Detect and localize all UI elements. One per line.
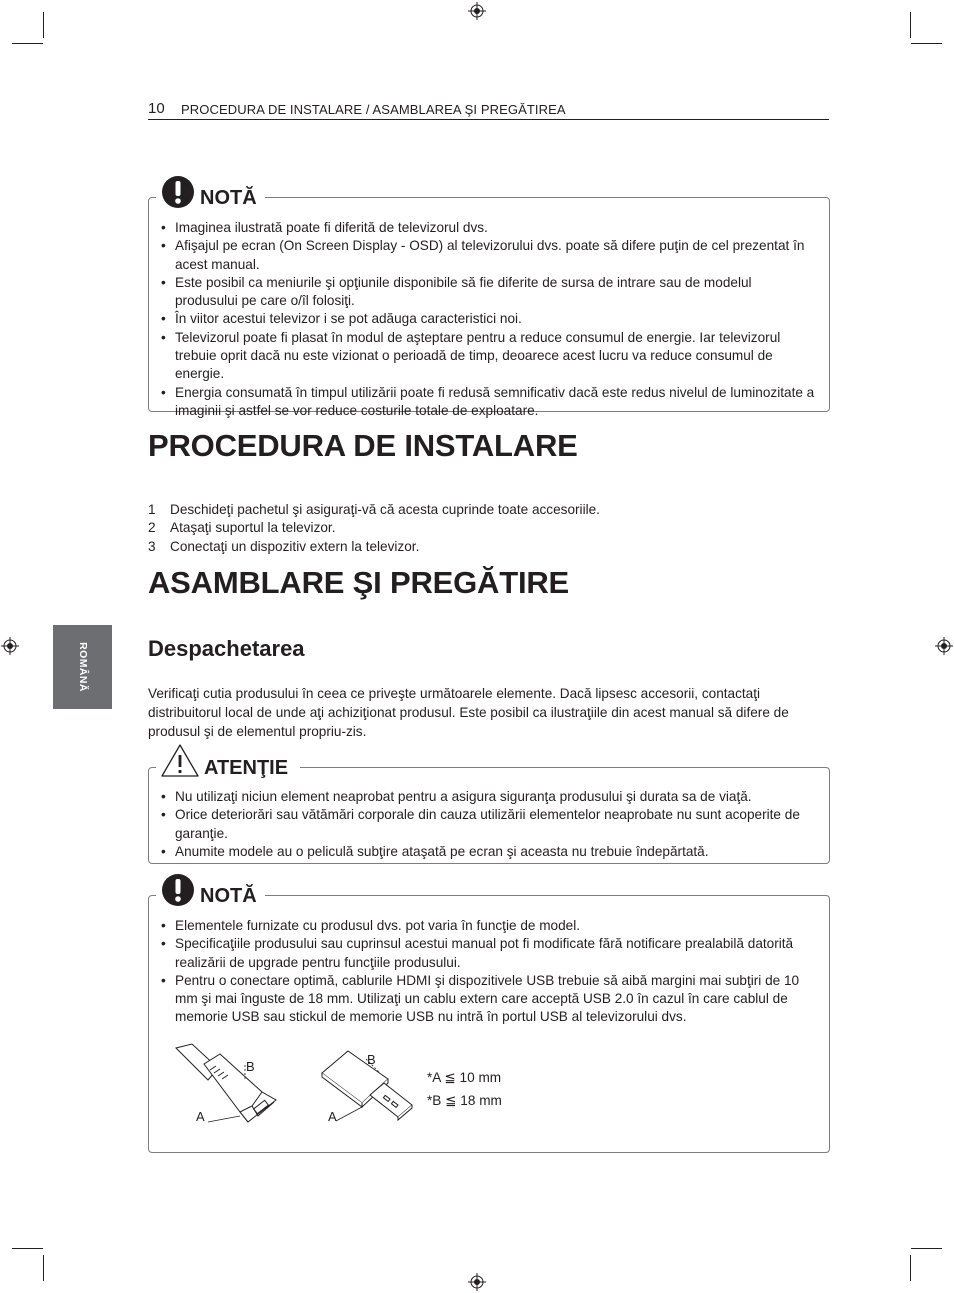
crop-mark <box>12 1248 43 1249</box>
list-item-text: Energia consumată în timpul utilizării poate fi redusă semnificativ dacă este redus nivelul de luminozitate a imaginii şi astfel se vor reduce costurile totale de exploatare. <box>175 384 815 418</box>
step-item <box>148 538 828 556</box>
assembly-heading: ASAMBLARE ŞI PREGĂTIRE <box>148 565 570 600</box>
measure-b: *B ≦ 18 mm <box>427 1093 502 1108</box>
note-list <box>161 219 817 420</box>
language-side-tab-label: ROMÂNĂ <box>76 642 89 692</box>
registration-mark-icon <box>1 637 19 655</box>
caution-box-title <box>156 743 300 779</box>
crop-mark <box>12 43 43 44</box>
note-box-title <box>156 175 265 211</box>
crop-mark <box>43 12 44 38</box>
crop-mark <box>910 1255 911 1281</box>
list-item: • Anumite modele au o peliculă subţire ataşată pe ecran şi aceasta nu trebuie îndepărtată. <box>161 843 709 859</box>
list-item: • În viitor acestui televizor i se pot adăuga caracteristici noi. <box>161 311 522 327</box>
note-title: NOTĂ <box>200 884 257 907</box>
step-number: 2 <box>148 520 156 536</box>
caution-title: ATENŢIE <box>204 756 289 779</box>
crop-mark <box>43 1255 44 1281</box>
figure-label-a: A <box>196 1109 205 1124</box>
list-item-text: Nu utilizaţi niciun element neaprobat pentru a asigura siguranţa produsului şi durata sa de viaţă. <box>175 789 752 804</box>
note-box-title <box>156 873 265 909</box>
list-item: • Este posibil ca meniurile şi opţiunile disponibile să fie diferite de sursa de intrare sau de modelul produsului pe care o/îl folosiţi. <box>161 274 752 309</box>
registration-mark-icon <box>935 637 953 655</box>
crop-mark <box>911 1248 942 1249</box>
exclamation-circle-icon <box>160 873 196 909</box>
list-item-text: În viitor acestui televizor i se pot adăuga caracteristici noi. <box>175 311 522 327</box>
list-item: • Energia consumată în timpul utilizării poate fi redusă semnificativ dacă este redus nivelul de luminozitate a imaginii şi astfel se vor reduce costurile totale de exploatare. <box>161 384 815 418</box>
warning-triangle-icon <box>160 743 200 779</box>
measure-a: *A ≦ 10 mm <box>427 1070 502 1085</box>
figure-label-b: B <box>367 1052 376 1067</box>
step-number: 1 <box>148 502 156 517</box>
list-item: • Imaginea ilustrată poate fi diferită de televizorul dvs. <box>161 220 488 235</box>
install-steps <box>148 501 828 556</box>
install-heading: PROCEDURA DE INSTALARE <box>148 428 578 463</box>
figure-label-a: A <box>328 1109 337 1124</box>
note-title: NOTĂ <box>200 186 257 209</box>
step-text: Conectaţi un dispozitiv extern la televizor. <box>170 538 420 554</box>
step-item <box>148 519 828 537</box>
list-item-text: Anumite modele au o peliculă subţire ataşată pe ecran şi aceasta nu trebuie îndepărtată. <box>175 843 709 859</box>
page-number: 10 <box>148 100 165 117</box>
list-item: • Elementele furnizate cu produsul dvs. pot varia în funcţie de model. <box>161 918 581 933</box>
unpacking-paragraph: Verificaţi cutia produsului în ceea ce priveşte următoarele elemente. Dacă lipsesc accesorii, contactaţi distribuitorul local de unde aţi achiziţionat produsul. Este posibil ca ilustraţiile din acest manual să difere de produsul şi de elementul propriu-zis. <box>148 686 789 739</box>
list-item: • Nu utilizaţi niciun element neaprobat pentru a asigura siguranţa produsului şi durata sa de viaţă. <box>161 789 752 804</box>
list-item-text: Imaginea ilustrată poate fi diferită de televizorul dvs. <box>175 220 488 235</box>
list-item: • Orice deteriorări sau vătămări corporale din cauza utilizării elementelor neaprobate nu sunt acoperite de garanţie. <box>161 807 800 841</box>
list-item-text: Este posibil ca meniurile şi opţiunile disponibile să fie diferite de sursa de intrare sau de modelul produsului pe care o/îl folosiţi. <box>175 274 752 309</box>
list-item: • Specificaţiile produsului sau cuprinsul acestui manual pot fi modificate fără notificare prealabilă datorită realizării de upgrade pentru funcţiile produsului. <box>161 936 794 970</box>
list-item: • Afişajul pe ecran (On Screen Display - OSD) al televizorului dvs. poate să difere puţin de cel prezentat în acest manual. <box>161 238 805 272</box>
list-item-text: Pentru o conectare optimă, cablurile HDMI şi dispozitivele USB trebuie să aibă margini mai subţiri de 10 mm şi mai înguste de 18 mm. Utilizaţi un cablu extern care acceptă USB 2.0 în cazul în care cablul de memorie USB sau stickul de memorie USB nu intră în portul USB al televizorului dvs. <box>175 972 800 1025</box>
step-text: Ataşaţi suportul la televizor. <box>170 520 336 536</box>
list-item-text: Elementele furnizate cu produsul dvs. pot varia în funcţie de model. <box>175 918 581 933</box>
registration-mark-icon <box>468 2 486 20</box>
list-item-text: Orice deteriorări sau vătămări corporale din cauza utilizării elementelor neaprobate nu sunt acoperite de garanţie. <box>175 807 800 841</box>
list-item: • Televizorul poate fi plasat în modul de aşteptare pentru a reduce consumul de energie. Iar televizorul trebuie oprit dacă nu este vizionat o perioadă de timp, deoarece acest lucru va reduce consumul de energie. <box>161 329 781 382</box>
crop-mark <box>910 12 911 38</box>
language-side-tab <box>53 625 112 709</box>
step-number: 3 <box>148 538 156 554</box>
header-rule <box>148 119 829 120</box>
exclamation-circle-icon <box>160 175 196 211</box>
list-item: • Pentru o conectare optimă, cablurile HDMI şi dispozitivele USB trebuie să aibă margini mai subţiri de 10 mm şi mai înguste de 18 mm. Utilizaţi un cablu extern care acceptă USB 2.0 în cazul în care cablul de memorie USB sau stickul de memorie USB nu intră în portul USB al televizorului dvs. <box>161 972 800 1025</box>
unpacking-subheading: Despachetarea <box>148 636 305 661</box>
running-header: PROCEDURA DE INSTALARE / ASAMBLAREA ŞI PREGĂTIREA <box>181 102 566 117</box>
list-item-text: Televizorul poate fi plasat în modul de aşteptare pentru a reduce consumul de energie. Iar televizorul trebuie oprit dacă nu este vizionat o perioadă de timp, deoarece acest lucru va reduce consumul de energie. <box>175 329 781 382</box>
figure-label-b: B <box>246 1059 255 1074</box>
step-text: Deschideţi pachetul şi asiguraţi-vă că acesta cuprinde toate accesoriile. <box>170 502 600 517</box>
caution-list <box>161 788 817 861</box>
step-item <box>148 501 828 519</box>
note-list <box>161 917 817 1027</box>
hdmi-connector-illustration <box>170 1040 285 1130</box>
registration-mark-icon <box>468 1273 486 1291</box>
list-item-text: Afişajul pe ecran (On Screen Display - OSD) al televizorului dvs. poate să difere puţin de cel prezentat în acest manual. <box>175 238 805 272</box>
crop-mark <box>911 43 942 44</box>
list-item-text: Specificaţiile produsului sau cuprinsul acestui manual pot fi modificate fără notificare prealabilă datorită realizării de upgrade pentru funcţiile produsului. <box>175 936 794 970</box>
